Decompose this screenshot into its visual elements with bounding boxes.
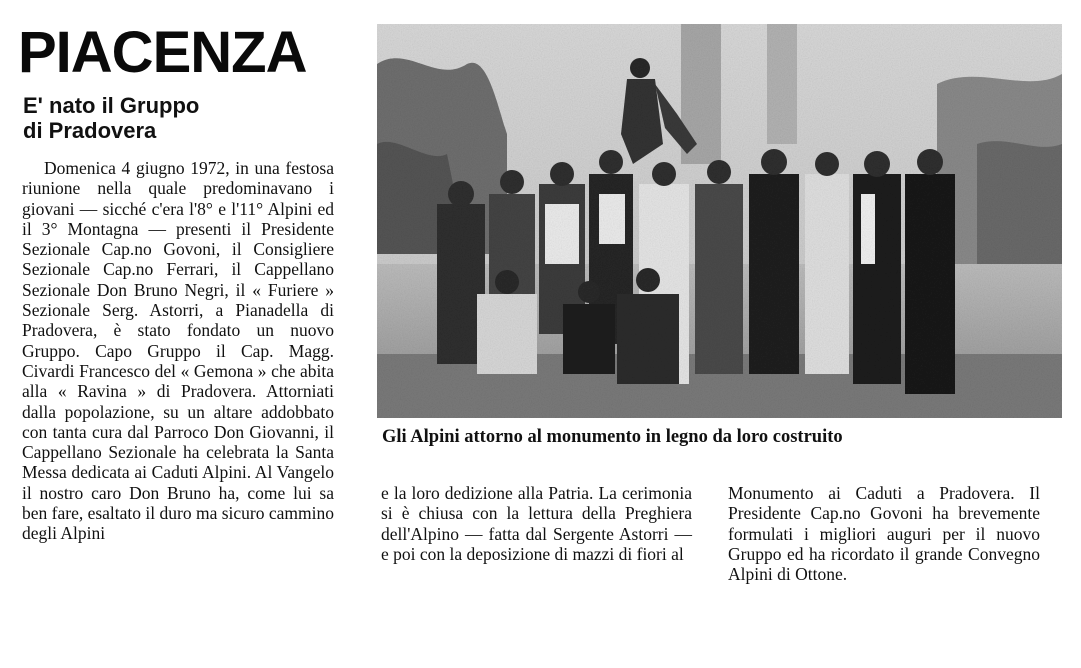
article-column-2 (381, 483, 692, 564)
article-text-column-2: e la loro dedizione alla Patria. La cerimonia si è chiusa con la lettura della Preghiera dell'Alpino — fatta dal Sergente Astorri — e poi con la deposizione di mazzi di fiori al (381, 483, 692, 564)
headline: PIACENZA (18, 20, 307, 85)
article-column-1 (22, 158, 334, 544)
group-photo (377, 24, 1062, 418)
photo-caption: Gli Alpini attorno al monumento in legno da loro costruito (382, 427, 843, 447)
group-photo-image (377, 24, 1062, 418)
article-text-column-3: Monumento ai Caduti a Pradovera. Il Presidente Cap.no Govoni ha brevemente formulati i migliori auguri per il nuovo Gruppo ed ha ricordato il grande Convegno Alpini di Ottone. (728, 483, 1040, 585)
article-column-3 (728, 483, 1040, 584)
subheadline-line-1: E' nato il Gruppo (23, 93, 200, 118)
article-text-column-1: Domenica 4 giugno 1972, in una festosa riunione nella quale predominavano i giovani — sicché c'era l'8° e l'11° Alpini ed il 3° Montagna — presenti il Presidente Sezionale Cap.no Govoni, il Consigliere Sezionale Cap.no Ferrari, il Cappellano Sezionale Don Bruno Negri, il « Furiere » Sezionale Serg. Astorri, a Pianadella di Pradovera, è stato fondato un nuovo Gruppo. Capo Gruppo il Cap. Magg. Civardi Francesco del « Gemona » che abita alla « Ravina » di Pradovera. Attorniati dalla popolazione, su un altare addobbato con tanta cura dal Parroco Don Giovanni, il Cappellano Sezionale ha celebrata la Santa Messa dedicata ai Caduti Alpini. Al Vangelo il nostro caro Don Bruno ha, come lui sa ben fare, esaltato il duro ma sicuro cammino degli Alpini (22, 158, 334, 544)
subheadline-line-2: di Pradovera (23, 118, 157, 143)
subheadline (23, 93, 343, 143)
